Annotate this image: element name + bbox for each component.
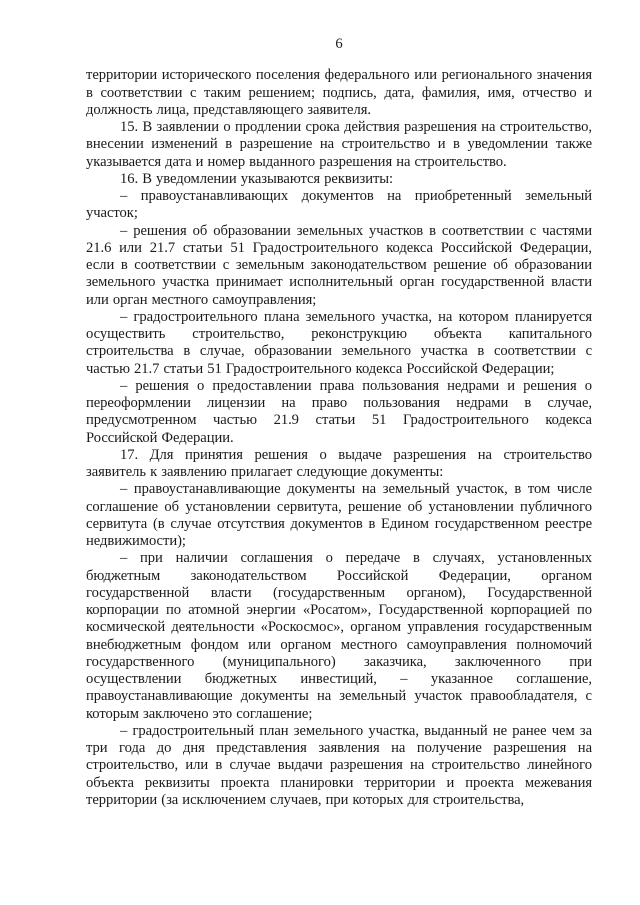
paragraph: – решения об образовании земельных участков в соответствии с частями 21.6 или 21.7 статьи 51 Градостроительного кодекса Российской Федерации, если в соответствии с земельным законодательством решение об образовании земельного участка принимает исполнительный орган государственной власти или орган местного самоуправления;	[86, 222, 592, 308]
paragraph: – градостроительного плана земельного участка, на котором планируется осуществить строительство, реконструкцию объекта капитального строительства в случае, образовании земельного участка в соответствии с частью 21.7 статьи 51 Градостроительного кодекса Российской Федерации;	[86, 308, 592, 377]
paragraph: территории исторического поселения федерального или регионального значения в соответствии с таким решением; подпись, дата, фамилия, имя, отчество и должность лица, представляющего заявителя.	[86, 67, 592, 118]
paragraph: – решения о предоставлении права пользования недрами и решения о переоформлении лицензии на право пользования недрами в случае, предусмотренном частью 21.9 статьи 51 Градостроительного кодекса Российской Федерации.	[86, 377, 592, 446]
paragraph: 16. В уведомлении указываются реквизиты:	[120, 170, 394, 187]
paragraph: – градостроительный план земельного участка, выданный не ранее чем за три года до дня представления заявления на получение разрешения на строительство, или в случае выдачи разрешения на строительство линейного объекта реквизиты проекта планировки территории и проекта межевания территории (за исключением случаев, при которых для строительства,	[86, 722, 592, 808]
document-page	[86, 36, 592, 809]
page-number: 6	[335, 36, 343, 52]
paragraph: 17. Для принятия решения о выдаче разрешения на строительство заявитель к заявлению прилагает следующие документы:	[86, 446, 592, 480]
paragraph: 15. В заявлении о продлении срока действия разрешения на строительство, внесении изменений в разрешение на строительство и в уведомлении также указывается дата и номер выданного разрешения на строительство.	[86, 119, 592, 170]
paragraph: – при наличии соглашения о передаче в случаях, установленных бюджетным законодательством Российской Федерации, органом государственной власти (государственным органом), Государственной корпорации по атомной энергии «Росатом», Государственной корпорацией по космической деятельности «Роскосмос», органом управления государственным внебюджетным фондом или органом местного самоуправления полномочий государственного (муниципального) заказчика, заключенного при осуществлении бюджетных инвестиций, – указанное соглашение, правоустанавливающие документы на земельный участок правообладателя, с которым заключено это соглашение;	[86, 550, 592, 722]
document-body	[86, 67, 592, 809]
paragraph: – правоустанавливающих документов на приобретенный земельный участок;	[86, 188, 592, 222]
paragraph: – правоустанавливающие документы на земельный участок, в том числе соглашение об установлении сервитута, решение об установлении публичного сервитута (в случае отсутствия документов в Едином государственном реестре недвижимости);	[86, 481, 592, 549]
